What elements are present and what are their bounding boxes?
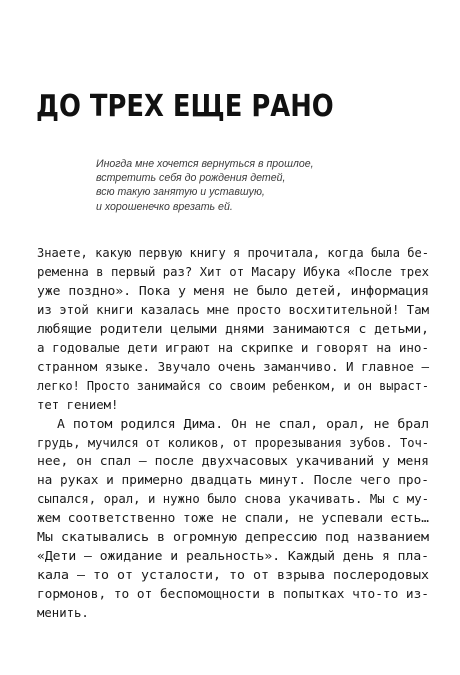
body-line-text: грудь, мучился от коликов, от прорезывания зубов. Точ-: [37, 435, 429, 450]
body-line-text: гормонов, то от беспомощности в попытках что-то из-: [37, 587, 430, 602]
body-line: [37, 471, 429, 490]
body-line: [37, 358, 429, 377]
body-line-text: странном языке. Звучало очень заманчиво. И главное —: [37, 359, 429, 374]
body-line-text: «Дети — ожидание и реальность». Каждый день я пла-: [37, 549, 430, 564]
body-line: [37, 434, 429, 453]
body-line: [37, 396, 429, 415]
body-line: [37, 263, 429, 282]
epigraph-line: и хорошенечко врезать ей.: [96, 200, 233, 213]
body-line: [37, 604, 429, 623]
body-line: [37, 585, 429, 604]
body-line: [37, 320, 429, 339]
body-line-text: любящие родители целыми днями занимаются с детьми,: [37, 321, 430, 336]
body-line-text: А потом родился Дима. Он не спал, орал, не брал: [57, 416, 430, 431]
body-line: [37, 547, 429, 566]
body-line: [37, 528, 429, 547]
body-line: [37, 339, 429, 358]
body-text: [37, 244, 429, 623]
chapter-title: ДО ТРЕХ ЕЩЕ РАНО: [36, 89, 334, 124]
body-line-text: из этой книги казалась мне просто восхитительной! Там: [37, 302, 429, 317]
body-line-text: кала — то от усталости, то от взрыва послеродовых: [37, 568, 430, 583]
body-line: [37, 377, 429, 396]
body-line: [37, 509, 429, 528]
epigraph: [96, 157, 416, 214]
body-line-text: Знаете, какую первую книгу я прочитала, когда была бе-: [37, 246, 429, 260]
body-line: [37, 244, 429, 263]
epigraph-line: Иногда мне хочется вернуться в прошлое,: [96, 158, 314, 170]
body-line-text: жем соответственно тоже не спали, не успевали есть…: [37, 511, 430, 526]
body-line-text: нее, он спал — после двухчасовых укачиваний у меня: [37, 454, 430, 469]
body-line-text: уже поздно». Пока у меня не было детей, информация: [37, 283, 430, 298]
body-line: [37, 415, 429, 434]
epigraph-line: встретить себя до рождения детей,: [96, 172, 286, 185]
body-line-text: Мы скатывались в огромную депрессию под названием: [37, 530, 430, 545]
body-line-text: тет гением!: [37, 397, 119, 412]
body-line-text: а годовалые дети играют на скрипке и говорят на ино-: [37, 340, 429, 355]
body-line: [37, 490, 429, 509]
body-line-text: сыпался, орал, и нужно было снова укачивать. Мы с му-: [37, 492, 429, 507]
body-line: [37, 566, 429, 585]
epigraph-line: всю такую занятую и уставшую,: [96, 186, 265, 199]
body-line-text: ременна в первый раз? Хит от Масару Ибука «После трех: [37, 264, 429, 279]
body-line-text: менить.: [37, 606, 89, 621]
body-line: [37, 301, 429, 320]
body-line-text: на руках и примерно двадцать минут. После чего про-: [37, 473, 430, 488]
body-line-text: легко! Просто занимайся со своим ребенком, и он выраст-: [37, 378, 429, 393]
body-line: [37, 452, 429, 471]
body-line: [37, 282, 429, 301]
